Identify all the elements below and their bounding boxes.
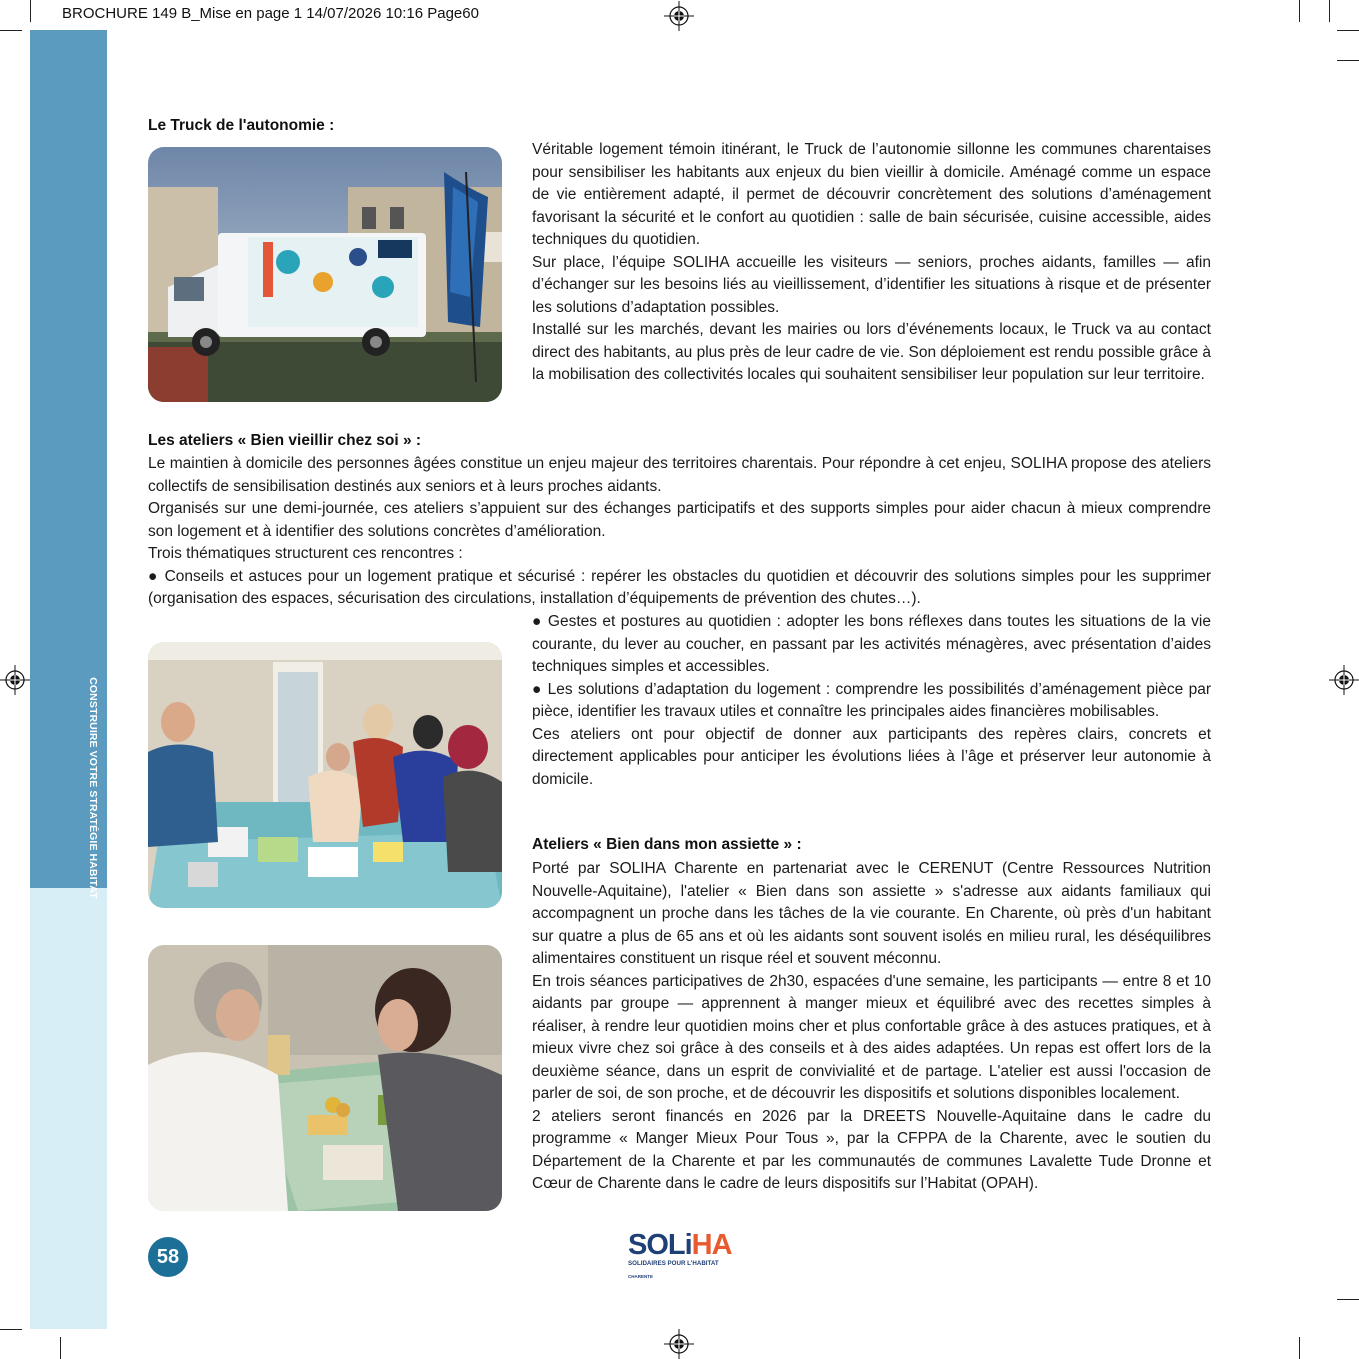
paragraph: ● Gestes et postures au quotidien : adopter les bons réflexes dans toutes les situations de la vie courante, du lever au coucher, en passant par les activités ménagères, avec présentation d’aides techniques simples et accessibles. <box>532 613 1211 675</box>
crop-mark <box>0 1329 22 1330</box>
crop-mark <box>60 1337 61 1359</box>
paragraph: Organisés sur une demi-journée, ces ateliers s’appuient sur des échanges participatifs et des supports simples pour aider chacun à mieux comprendre son logement et à identifier des solutions concrètes d’amélioration. <box>148 500 1211 540</box>
paragraph: Ces ateliers ont pour objectif de donner aux participants des repères clairs, concrets et directement applicables pour anticiper les évolutions liées à l’âge et préserver leur autonomie à domicile. <box>532 725 1211 788</box>
workshop-photo <box>148 642 502 908</box>
logo-wordmark <box>628 1230 733 1260</box>
sidebar-title <box>83 677 103 899</box>
registration-mark-icon <box>0 665 30 695</box>
crop-mark <box>1337 60 1359 61</box>
crop-mark <box>1299 0 1300 22</box>
crop-mark <box>30 0 31 22</box>
crop-mark <box>1329 0 1330 22</box>
ateliers-text <box>148 453 1211 611</box>
ateliers-right-text <box>532 611 1211 791</box>
paragraph: Trois thématiques structurent ces rencontres : <box>148 545 463 562</box>
paragraph: Véritable logement témoin itinérant, le Truck de l’autonomie sillonne les communes charentaises pour sensibiliser les habitants aux enjeux du bien vieillir à domicile. Aménagé comme un espace de vie entièrement adapté, il permet de découvrir concrètement des solutions d’aménagement favorisant la sécurité et le confort au quotidien : salle de bain sécurisée, cuisine accessible, aides techniques du quotidien. <box>532 141 1211 248</box>
sidebar-title-text: CONSTRUIRE VOTRE STRATÉGIE HABITAT <box>87 677 99 899</box>
crop-mark <box>1337 30 1359 31</box>
truck-heading: Le Truck de l'autonomie : <box>148 117 335 134</box>
cooking-photo <box>148 945 502 1211</box>
sidebar-band-light <box>30 888 107 1329</box>
assiette-heading: Ateliers « Bien dans mon assiette » : <box>532 836 802 853</box>
crop-mark <box>1337 1299 1359 1300</box>
soliha-logo <box>628 1230 733 1278</box>
logo-text: SOLi <box>628 1229 692 1261</box>
truck-text <box>532 139 1211 387</box>
paragraph: Sur place, l’équipe SOLIHA accueille les visiteurs — seniors, proches aidants, familles — afin d’échanger sur les besoins liés au vieillissement, d’identifier les situations à risque et de présenter les solutions d’adaptation possibles. <box>532 253 1211 316</box>
paragraph: En trois séances participatives de 2h30, espacées d'une semaine, les participants — entre 8 et 10 aidants par groupe — apprennent à manger mieux et équilibré avec des recettes simples à réaliser, à rendre leur quotidien moins cher et plus confortable grâce à des astuces pratiques, et à mieux vivre chez soi grâce à des conseils et à des aides adaptées. Un repas est offert lors de la deuxième séance, dans un esprit de convivialité et de partage. L'atelier est aussi l'occasion de parler de soi, de son proche, et de découvrir les dispositifs et solutions disponibles localement. <box>532 972 1211 1102</box>
print-slug: BROCHURE 149 B_Mise en page 1 14/07/2026 10:16 Page60 <box>62 5 479 22</box>
paragraph: Porté par SOLIHA Charente en partenariat avec le CERENUT (Centre Ressources Nutrition Nouvelle-Aquitaine), l'atelier « Bien dans son assiette » s'adresse aux aidants familiaux qui accompagnent un proche dans les tâches de la vie courante. En Charente, où près d'un habitant sur quatre a plus de 65 ans et où les aidants sont souvent isolés en milieu rural, les déséquilibres alimentaires constituent un risque réel et souvent méconnu. <box>532 860 1211 967</box>
logo-text-accent: HA <box>691 1229 732 1261</box>
paragraph: Le maintien à domicile des personnes âgées constitue un enjeu majeur des territoires charentais. Pour répondre à cet enjeu, SOLIHA propose des ateliers collectifs de sensibilisation destinés aux seniors et à leurs proches aidants. <box>148 455 1211 495</box>
paragraph: ● Les solutions d’adaptation du logement : comprendre les possibilités d’aménagement pièce par pièce, identifier les travaux utiles et connaître les principales aides financières mobilisables. <box>532 680 1211 720</box>
paragraph: Installé sur les marchés, devant les mairies ou lors d’événements locaux, le Truck va au contact direct des habitants, au plus près de leur cadre de vie. Son déploiement est rendu possible grâce à la mobilisation des collectivités locales qui souhaitent sensibiliser leur population sur leur territoire. <box>532 321 1211 383</box>
crop-mark <box>1299 1337 1300 1359</box>
crop-mark <box>0 30 22 31</box>
registration-mark-icon <box>664 1329 694 1359</box>
registration-mark-icon <box>1329 665 1359 695</box>
logo-sub: CHARENTE <box>628 1274 654 1279</box>
paragraph: 2 ateliers seront financés en 2026 par la DREETS Nouvelle-Aquitaine dans le cadre du programme « Manger Mieux Pour Tous », par la CFPPA de la Charente, avec le soutien du Département de la Charente et par les communautés de communes Lavalette Tude Dronne et Cœur de Charente dans le cadre de leurs dispositifs sur l’Habitat (OPAH). <box>532 1107 1211 1192</box>
ateliers-heading: Les ateliers « Bien vieillir chez soi » : <box>148 432 422 449</box>
page-number: 58 <box>148 1237 188 1277</box>
logo-tagline: SOLIDAIRES POUR L'HABITAT <box>628 1260 719 1267</box>
registration-mark-icon <box>664 1 694 31</box>
paragraph: ● Conseils et astuces pour un logement pratique et sécurisé : repérer les obstacles du quotidien et découvrir des solutions simples pour les supprimer (organisation des espaces, sécurisation des circulations, installation d’équipements de prévention des chutes…). <box>148 567 1211 607</box>
truck-photo <box>148 147 502 402</box>
assiette-text <box>532 858 1211 1196</box>
